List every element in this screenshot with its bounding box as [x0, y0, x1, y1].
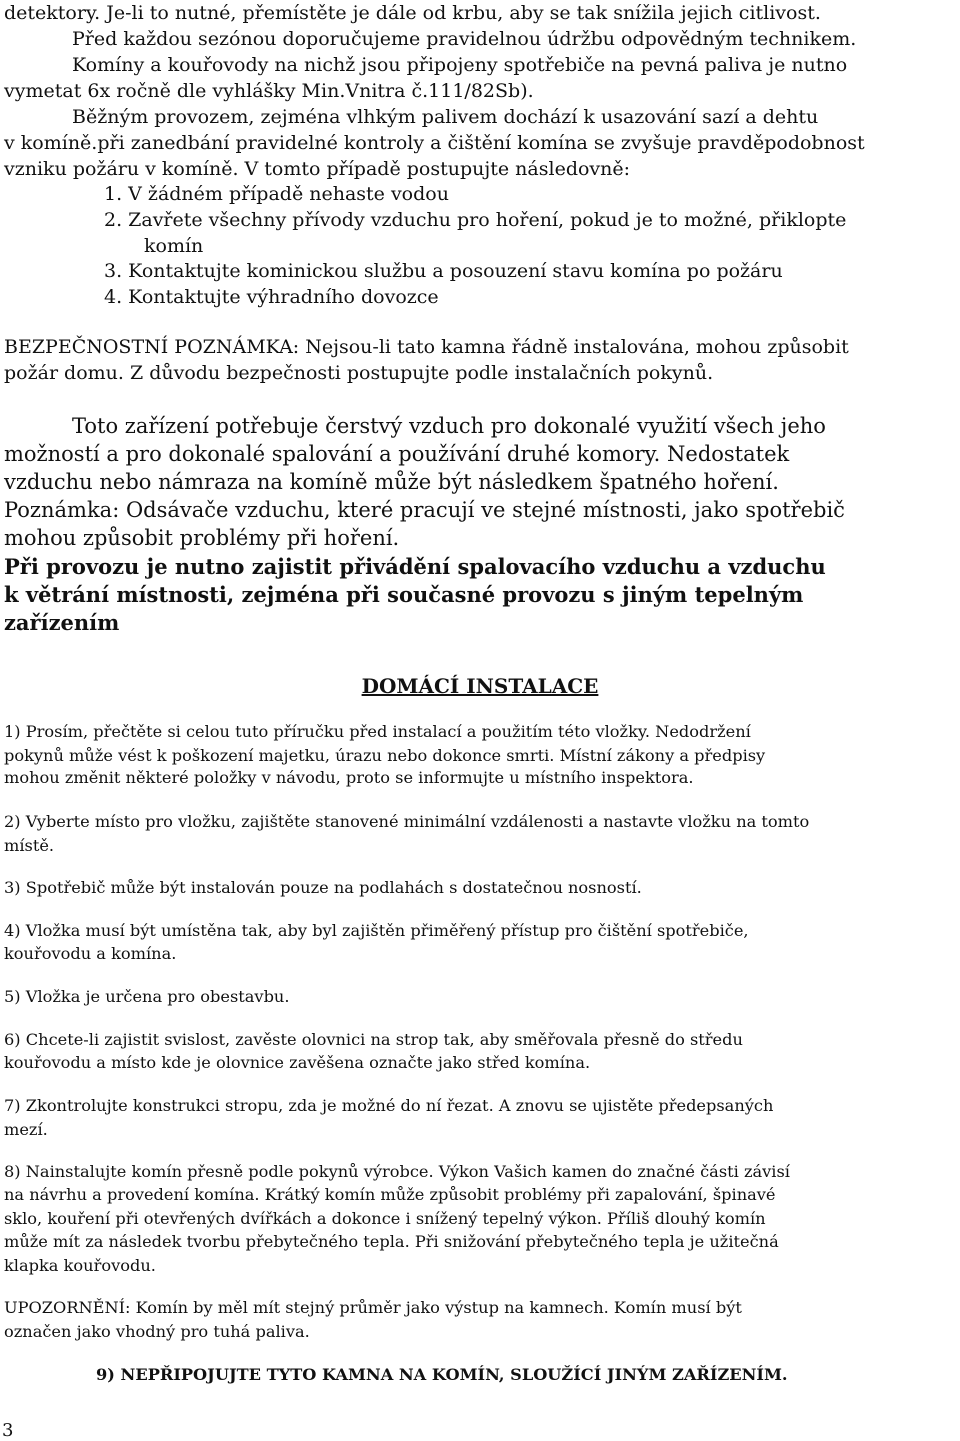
- install-item-line: mohou změnit některé položky v návodu, proto se informujte u místního inspektora.: [4, 768, 694, 787]
- intro-line: Před každou sezónou doporučujeme pravidelnou údržbu odpovědným technikem.: [72, 28, 857, 50]
- section-heading: DOMÁCÍ INSTALACE: [361, 674, 599, 698]
- list-item: komín: [144, 235, 204, 257]
- install-item-line: 5) Vložka je určena pro obestavbu.: [4, 987, 290, 1006]
- intro-line: v komíně.při zanedbání pravidelné kontroly a čištění komína se zvyšuje pravděpodobnost: [4, 132, 865, 154]
- install-item-line: 2) Vyberte místo pro vložku, zajištěte stanovené minimální vzdálenosti a nastavte vložku na tomto: [4, 812, 810, 831]
- air-paragraph-line: Poznámka: Odsávače vzduchu, které pracují ve stejné místnosti, jako spotřebič: [4, 498, 845, 522]
- install-item-line: pokynů může vést k poškození majetku, úrazu nebo dokonce smrti. Místní zákony a předpisy: [4, 746, 766, 765]
- list-item: 4. Kontaktujte výhradního dovozce: [104, 286, 439, 308]
- install-item-line: klapka kouřovodu.: [4, 1256, 156, 1275]
- intro-line: vzniku požáru v komíně. V tomto případě postupujte následovně:: [4, 158, 631, 180]
- list-item: 3. Kontaktujte kominickou službu a posouzení stavu komína po požáru: [104, 260, 783, 282]
- install-item-line: 4) Vložka musí být umístěna tak, aby byl zajištěn přiměřený přístup pro čištění spotřebiče,: [4, 921, 749, 940]
- page-number: 3: [2, 1420, 14, 1441]
- install-item-line: kouřovodu a komína.: [4, 944, 177, 963]
- list-item: 2. Zavřete všechny přívody vzduchu pro hoření, pokud je to možné, přiklopte: [104, 209, 847, 231]
- install-item-line: 8) Nainstalujte komín přesně podle pokynů výrobce. Výkon Vašich kamen do značné části závisí: [4, 1162, 790, 1181]
- intro-line: Běžným provozem, zejména vlhkým palivem dochází k usazování sazí a dehtu: [72, 106, 819, 128]
- safety-note-line: BEZPEČNOSTNÍ POZNÁMKA: Nejsou-li tato kamna řádně instalována, mohou způsobit: [4, 336, 849, 358]
- air-paragraph-line: Toto zařízení potřebuje čerstvý vzduch pro dokonalé využití všech jeho: [72, 414, 826, 438]
- install-item-line: kouřovodu a místo kde je olovnice zavěšena označte jako střed komína.: [4, 1053, 591, 1072]
- air-bold-line: Při provozu je nutno zajistit přivádění spalovacího vzduchu a vzduchu: [4, 554, 826, 579]
- install-item-line: 7) Zkontrolujte konstrukci stropu, zda je možné do ní řezat. A znovu se ujistěte předepsaných: [4, 1096, 774, 1115]
- air-paragraph-line: vzduchu nebo námraza na komíně může být následkem špatného hoření.: [4, 470, 779, 494]
- intro-line: vymetat 6x ročně dle vyhlášky Min.Vnitra č.111/82Sb).: [4, 80, 534, 102]
- install-item-line: 3) Spotřebič může být instalován pouze na podlahách s dostatečnou nosností.: [4, 878, 642, 897]
- install-item-line: sklo, kouření při otevřených dvířkách a dokonce i snížený tepelný výkon. Příliš dlouhý komín: [4, 1209, 766, 1228]
- install-item-line: místě.: [4, 836, 55, 855]
- intro-line: detektory. Je-li to nutné, přemístěte je dále od krbu, aby se tak snížila jejich citlivost.: [4, 2, 821, 24]
- install-item-line: 6) Chcete-li zajistit svislost, zavěste olovnici na strop tak, aby směřovala přesně do středu: [4, 1030, 743, 1049]
- final-warning: 9) NEPŘIPOJUJTE TYTO KAMNA NA KOMÍN, SLOUŽÍCÍ JINÝM ZAŘÍZENÍM.: [96, 1365, 788, 1384]
- intro-line: Komíny a kouřovody na nichž jsou připojeny spotřebiče na pevná paliva je nutno: [72, 54, 848, 76]
- warning-line: UPOZORNĚNÍ: Komín by měl mít stejný průměr jako výstup na kamnech. Komín musí být: [4, 1298, 742, 1317]
- list-item: 1. V žádném případě nehaste vodou: [104, 183, 449, 205]
- install-item-line: mezí.: [4, 1120, 48, 1139]
- safety-note-line: požár domu. Z důvodu bezpečnosti postupujte podle instalačních pokynů.: [4, 362, 714, 384]
- air-paragraph-line: mohou způsobit problémy při hoření.: [4, 526, 400, 550]
- install-item-line: 1) Prosím, přečtěte si celou tuto příručku před instalací a použitím této vložky. Nedodržení: [4, 722, 751, 741]
- air-bold-line: k větrání místnosti, zejména při současné provozu s jiným tepelným: [4, 582, 804, 607]
- air-paragraph-line: možností a pro dokonalé spalování a používání druhé komory. Nedostatek: [4, 442, 790, 466]
- air-bold-line: zařízením: [4, 610, 120, 635]
- install-item-line: na návrhu a provedení komína. Krátký komín může způsobit problémy při zapalování, špinavé: [4, 1185, 776, 1204]
- install-item-line: může mít za následek tvorbu přebytečného tepla. Při snižování přebytečného tepla je užitečná: [4, 1232, 779, 1251]
- warning-line: označen jako vhodný pro tuhá paliva.: [4, 1322, 310, 1341]
